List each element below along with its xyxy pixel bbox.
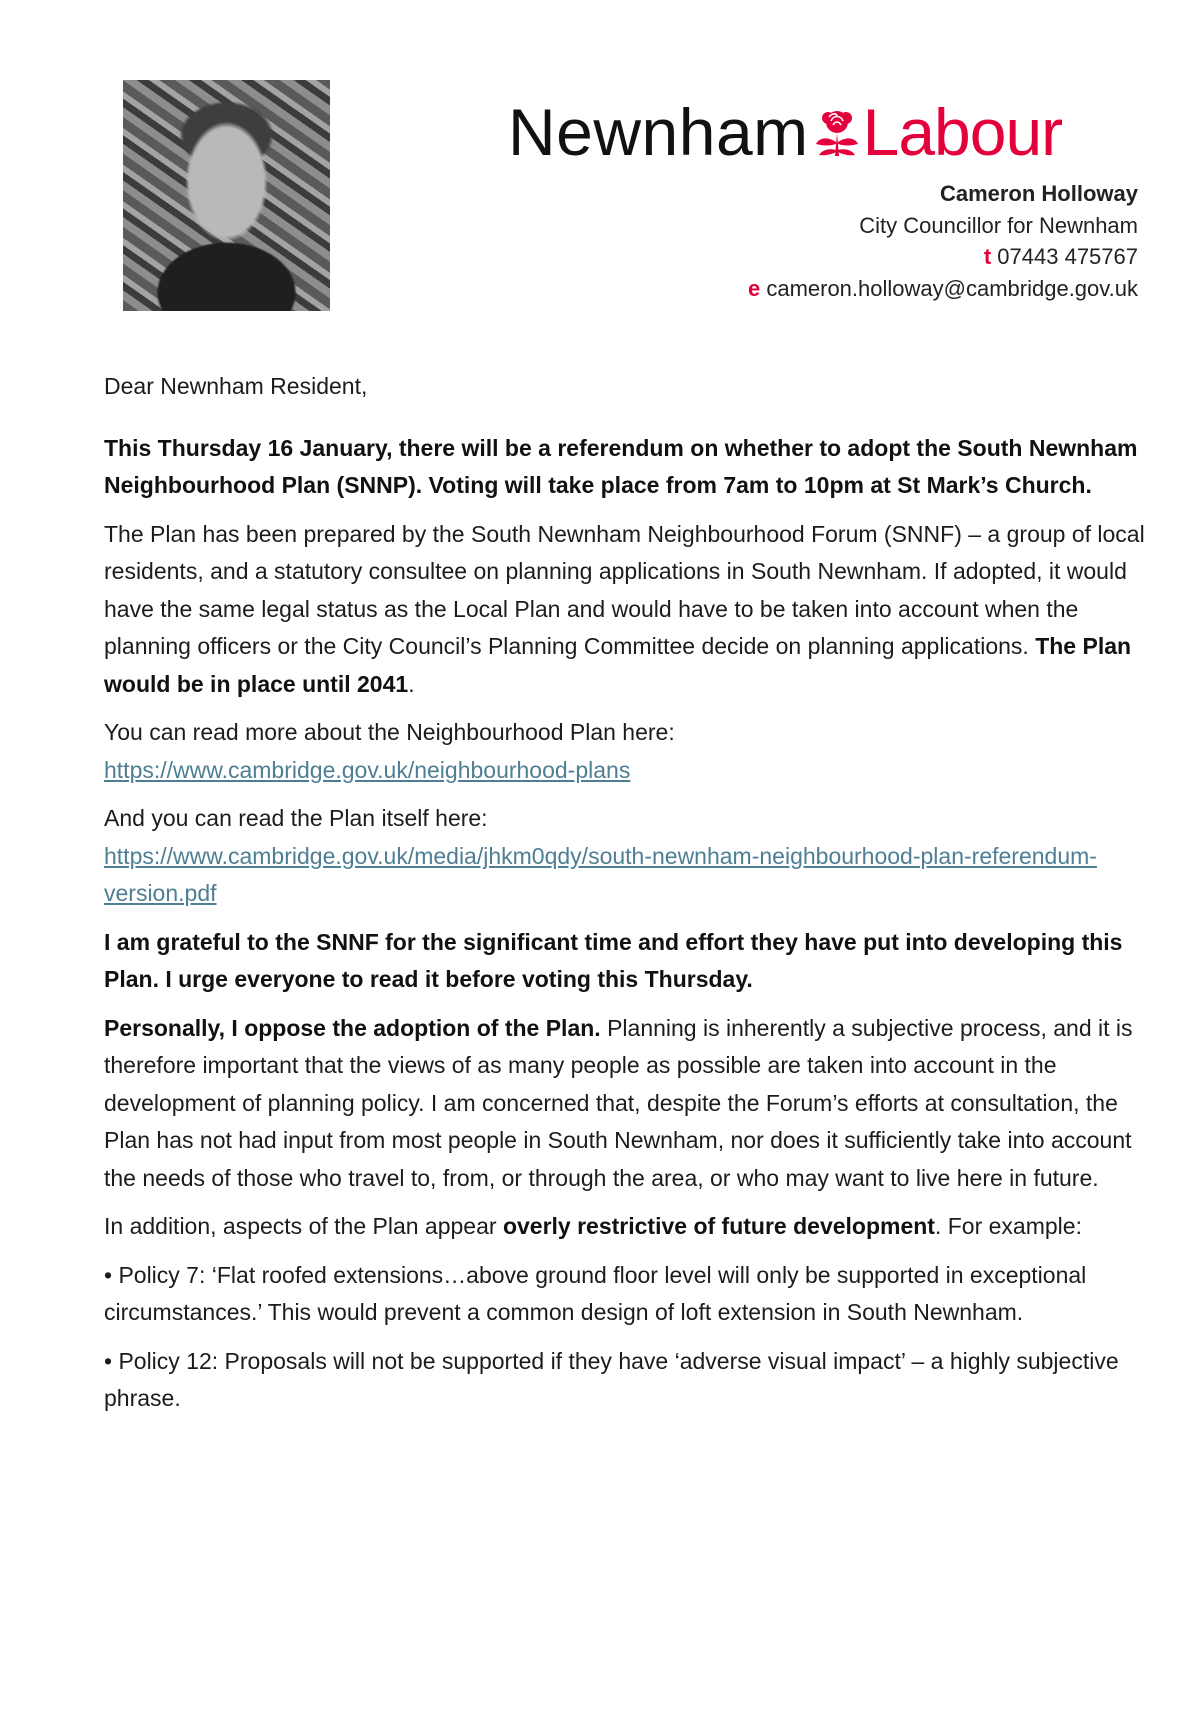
plan-background-end: . [408,670,415,697]
plan-background-text: The Plan has been prepared by the South Newnham Neighbourhood Forum (SNNF) – a group of local residents, and a statutory consultee on planning applications in South Newnham. If adopted, it would have the same legal status as the Local Plan and would have to be taken into account when the planning officers or the City Council’s Planning Committee decide on planning applications. [104,520,1145,659]
opposition-paragraph [104,1010,1154,1198]
plan-background-paragraph [104,516,1154,704]
read-plan-paragraph [104,800,1154,913]
logo-newnham-text: Newnham [508,95,809,169]
restrictive-end: . For example: [934,1213,1082,1239]
email-line [748,273,1138,305]
councillor-photo [123,80,330,311]
opposition-text: Planning is inherently a subjective process, and it is therefore important that the views of as many people as possible are taken into account in the development of planning policy. I am concerned that, despite the Forum’s efforts at consultation, the Plan has not had input from most people in South Newnham, nor does it sufficiently take into account the needs of those who travel to, from, or through the area, or who may want to live here in future. [104,1014,1133,1191]
email-address[interactable]: cameron.holloway@cambridge.gov.uk [766,275,1138,301]
policy-12-item: • Policy 12: Proposals will not be supported if they have ‘adverse visual impact’ – a highly subjective phrase. [104,1347,1119,1411]
neighbourhood-plans-link[interactable]: https://www.cambridge.gov.uk/neighbourhood-plans [104,756,631,783]
restrictive-text: In addition, aspects of the Plan appear [104,1213,503,1239]
referendum-announcement [104,430,1154,505]
logo-labour-text: Labour [862,95,1063,169]
read-more-paragraph [104,714,1154,789]
councillor-role: City Councillor for Newnham [859,212,1138,238]
contact-block [748,178,1138,304]
phone-label: t [983,244,992,269]
phone-line [748,241,1138,273]
plan-end-date: The Plan would be in place until 2041 [104,633,1132,697]
grateful-text: I am grateful to the SNNF for the significant time and effort they have put into developing this Plan. I urge everyone to read it before voting this Thursday. [104,928,1123,992]
newnham-labour-logo [508,92,1062,172]
read-more-text: You can read more about the Neighbourhood Plan here: [104,719,675,745]
policy-7-item: • Policy 7: ‘Flat roofed extensions…above ground floor level will only be supported in exceptional circumstances.’ This would prevent a common design of loft extension in South Newnham. [104,1261,1087,1325]
phone-number[interactable]: 07443 475767 [997,244,1138,269]
plan-document-link[interactable]: https://www.cambridge.gov.uk/media/jhkm0qdy/south-newnham-neighbourhood-plan-referendum-version.pdf [104,842,1097,906]
opposition-statement: Personally, I oppose the adoption of the Plan. [104,1014,601,1041]
read-plan-text: And you can read the Plan itself here: [104,805,488,831]
restrictive-paragraph [104,1208,1154,1246]
restrictive-bold: overly restrictive of future development [502,1213,935,1239]
letter-body [104,368,1154,1429]
labour-rose-icon [813,106,861,158]
salutation: Dear Newnham Resident, [104,373,368,399]
announcement-text: This Thursday 16 January, there will be a referendum on whether to adopt the South Newnham Neighbourhood Plan (SNNP). Voting will take place from 7am to 10pm at St Mark’s Church. [104,434,1138,498]
grateful-paragraph [104,924,1154,999]
councillor-name: Cameron Holloway [939,181,1138,206]
email-label: e [747,275,761,301]
